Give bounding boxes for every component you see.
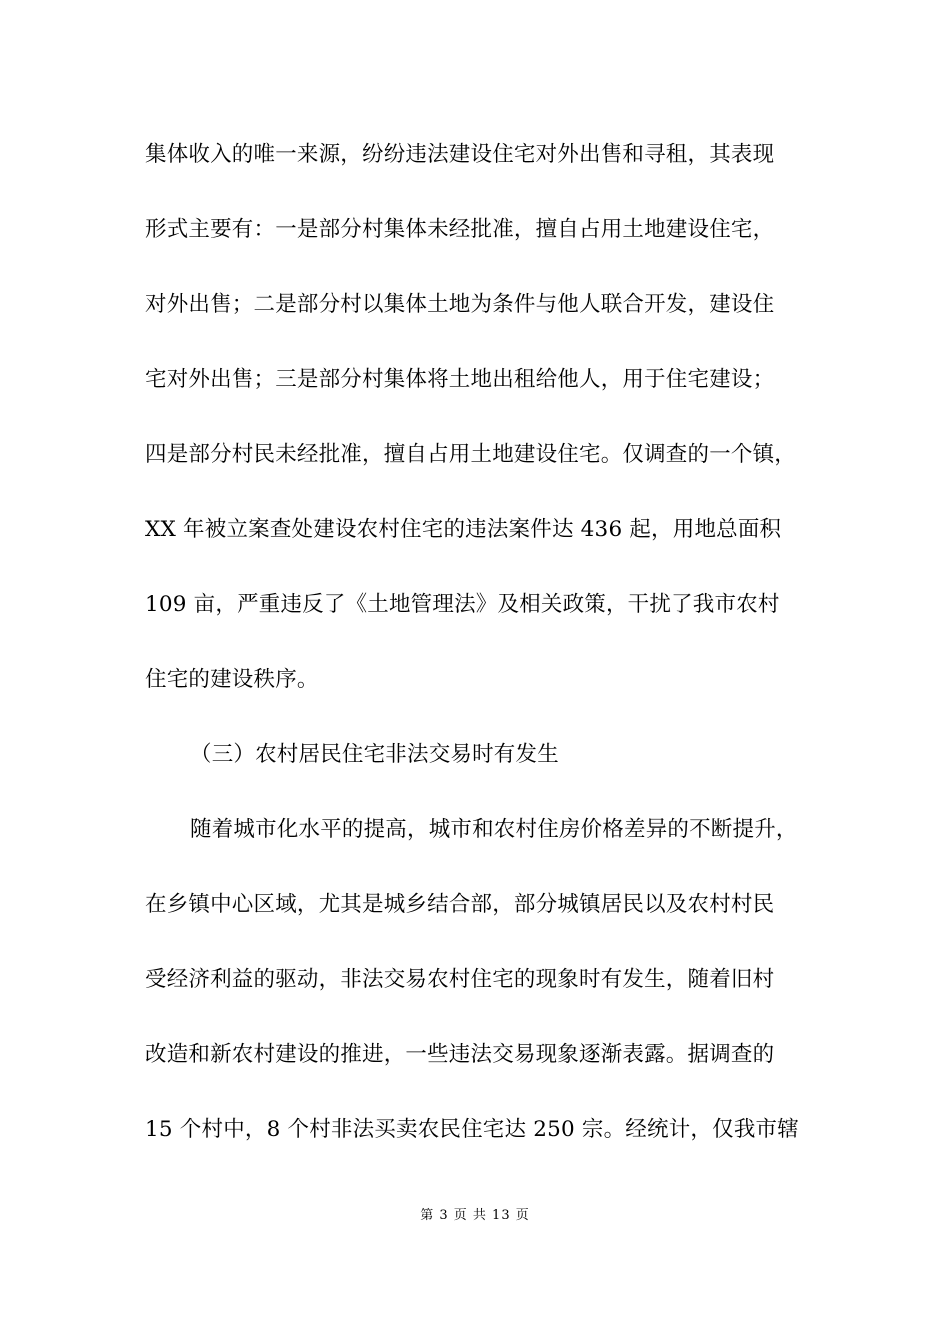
text-line: 受经济利益的驱动，非法交易农村住宅的现象时有发生，随着旧村	[145, 967, 775, 992]
text-line: 四是部分村民未经批准，擅自占用土地建设住宅。仅调查的一个镇，	[145, 442, 797, 467]
text-line: 宅对外出售；三是部分村集体将土地出租给他人，用于住宅建设；	[145, 367, 775, 392]
body-text	[145, 133, 825, 1183]
text-line: 随着城市化水平的提高，城市和农村住房价格差异的不断提升，	[190, 817, 798, 842]
text-line: 改造和新农村建设的推进，一些违法交易现象逐渐表露。据调查的	[145, 1042, 775, 1067]
page-footer: 第 3 页 共 13 页	[420, 1208, 530, 1223]
text-line: 形式主要有：一是部分村集体未经批准，擅自占用土地建设住宅，	[145, 217, 775, 242]
text-line: XX 年被立案查处建设农村住宅的违法案件达 436 起，用地总面积	[145, 517, 782, 542]
text-line: 对外出售；二是部分村以集体土地为条件与他人联合开发，建设住	[145, 292, 775, 317]
text-line: 15 个村中，8 个村非法买卖农民住宅达 250 宗。经统计，仅我市辖	[145, 1117, 799, 1142]
text-line: 109 亩，严重违反了《土地管理法》及相关政策，干扰了我市农村	[145, 592, 780, 617]
section-heading: （三）农村居民住宅非法交易时有发生	[190, 742, 559, 767]
text-line: 集体收入的唯一来源，纷纷违法建设住宅对外出售和寻租，其表现	[145, 142, 775, 167]
text-line: 住宅的建设秩序。	[145, 667, 319, 692]
text-line: 在乡镇中心区域，尤其是城乡结合部，部分城镇居民以及农村村民	[145, 892, 775, 917]
